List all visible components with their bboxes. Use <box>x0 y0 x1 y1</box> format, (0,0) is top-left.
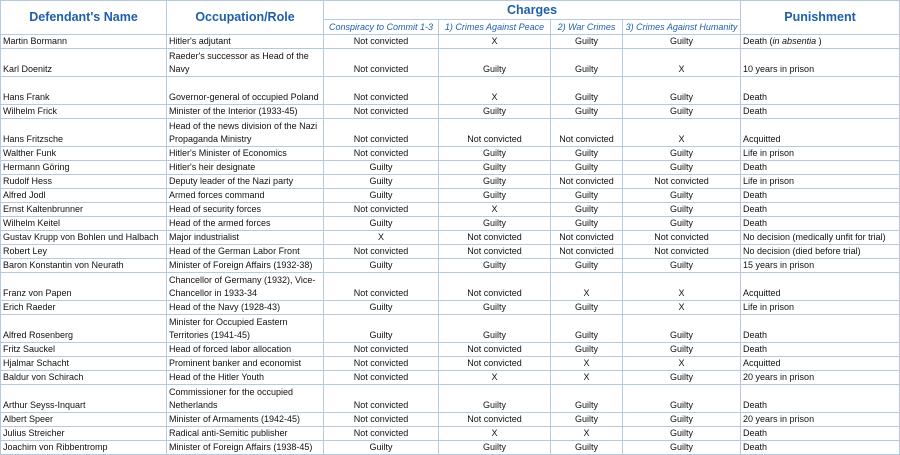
punishment-cell <box>741 385 900 413</box>
punishment-cell <box>741 371 900 385</box>
defendant-name-cell: Franz von Papen <box>1 273 167 301</box>
table-row <box>1 77 900 105</box>
crimes-against-peace-cell: Not convicted <box>439 413 551 427</box>
war-crimes-cell: Guilty <box>551 147 623 161</box>
crimes-against-humanity-cell: Guilty <box>623 35 741 49</box>
conspiracy-cell: Guilty <box>324 161 439 175</box>
table-row <box>1 175 900 189</box>
table-row <box>1 119 900 147</box>
punishment-text: Death <box>743 344 768 354</box>
defendant-name-cell: Joachim von Ribbentromp <box>1 441 167 455</box>
table-row <box>1 427 900 441</box>
crimes-against-peace-cell: Not convicted <box>439 343 551 357</box>
crimes-against-peace-cell: Guilty <box>439 385 551 413</box>
table-row <box>1 273 900 301</box>
punishment-cell <box>741 49 900 77</box>
table-row <box>1 161 900 175</box>
defendant-name-cell: Julius Streicher <box>1 427 167 441</box>
defendant-name-cell: Baldur von Schirach <box>1 371 167 385</box>
table-row <box>1 385 900 413</box>
punishment-cell <box>741 35 900 49</box>
crimes-against-humanity-cell: Guilty <box>623 441 741 455</box>
war-crimes-cell: Not convicted <box>551 175 623 189</box>
punishment-text: Death <box>743 218 768 228</box>
table-row <box>1 357 900 371</box>
role-cell: Commissioner for the occupied Netherlands <box>167 385 324 413</box>
role-cell: Head of the armed forces <box>167 217 324 231</box>
crimes-against-humanity-cell: Guilty <box>623 105 741 119</box>
conspiracy-cell: Not convicted <box>324 273 439 301</box>
punishment-text: Life in prison <box>743 176 795 186</box>
header-row <box>1 1 900 20</box>
role-cell: Head of the Hitler Youth <box>167 371 324 385</box>
role-cell: Head of the German Labor Front <box>167 245 324 259</box>
crimes-against-humanity-cell: Guilty <box>623 413 741 427</box>
role-cell: Hitler's heir designate <box>167 161 324 175</box>
conspiracy-cell: Guilty <box>324 259 439 273</box>
punishment-cell <box>741 245 900 259</box>
table-row <box>1 203 900 217</box>
war-crimes-cell: Guilty <box>551 385 623 413</box>
role-cell: Head of the Navy (1928-43) <box>167 301 324 315</box>
defendant-name-cell: Baron Konstantin von Neurath <box>1 259 167 273</box>
punishment-text: 10 years in prison <box>743 64 815 74</box>
punishment-cell <box>741 189 900 203</box>
defendant-name-cell: Hans Frank <box>1 77 167 105</box>
conspiracy-cell: Not convicted <box>324 119 439 147</box>
defendant-name-cell: Erich Raeder <box>1 301 167 315</box>
role-cell: Governor-general of occupied Poland <box>167 77 324 105</box>
role-cell: Hitler's Minister of Economics <box>167 147 324 161</box>
crimes-against-humanity-cell: Guilty <box>623 203 741 217</box>
defendant-name-cell: Wilhelm Keitel <box>1 217 167 231</box>
role-cell: Head of the news division of the Nazi Propaganda Ministry <box>167 119 324 147</box>
war-crimes-cell: X <box>551 273 623 301</box>
conspiracy-cell: Not convicted <box>324 427 439 441</box>
role-cell: Minister of Foreign Affairs (1932-38) <box>167 259 324 273</box>
crimes-against-peace-cell: Not convicted <box>439 357 551 371</box>
crimes-against-humanity-cell: Guilty <box>623 77 741 105</box>
punishment-text: 20 years in prison <box>743 372 815 382</box>
crimes-against-humanity-cell: Not convicted <box>623 245 741 259</box>
crimes-against-peace-cell: Guilty <box>439 147 551 161</box>
header-role: Occupation/Role <box>167 1 324 35</box>
punishment-text: Death <box>743 330 768 340</box>
crimes-against-humanity-cell: Guilty <box>623 343 741 357</box>
conspiracy-cell: Not convicted <box>324 385 439 413</box>
crimes-against-humanity-cell: Guilty <box>623 427 741 441</box>
role-cell: Head of forced labor allocation <box>167 343 324 357</box>
table-row <box>1 371 900 385</box>
crimes-against-peace-cell: Guilty <box>439 105 551 119</box>
conspiracy-cell: Guilty <box>324 217 439 231</box>
punishment-text: Acquitted <box>743 134 781 144</box>
role-cell: Radical anti-Semitic publisher <box>167 427 324 441</box>
conspiracy-cell: Not convicted <box>324 357 439 371</box>
conspiracy-cell: Not convicted <box>324 49 439 77</box>
table-row <box>1 147 900 161</box>
crimes-against-peace-cell: X <box>439 371 551 385</box>
war-crimes-cell: X <box>551 371 623 385</box>
role-cell: Hitler's adjutant <box>167 35 324 49</box>
header-name: Defendant's Name <box>1 1 167 35</box>
punishment-text: Death <box>743 204 768 214</box>
crimes-against-humanity-cell: X <box>623 357 741 371</box>
punishment-cell <box>741 119 900 147</box>
crimes-against-peace-cell: Not convicted <box>439 245 551 259</box>
defendant-name-cell: Wilhelm Frick <box>1 105 167 119</box>
punishment-text: Life in prison <box>743 148 795 158</box>
punishment-text: Death <box>743 92 768 102</box>
punishment-cell <box>741 77 900 105</box>
crimes-against-humanity-cell: Guilty <box>623 385 741 413</box>
punishment-text: Death <box>743 442 768 452</box>
crimes-against-humanity-cell: Not convicted <box>623 231 741 245</box>
header-crimes-against-peace: 1) Crimes Against Peace <box>439 20 551 35</box>
punishment-cell <box>741 259 900 273</box>
defendant-name-cell: Robert Ley <box>1 245 167 259</box>
conspiracy-cell: Not convicted <box>324 371 439 385</box>
punishment-cell <box>741 343 900 357</box>
crimes-against-peace-cell: Guilty <box>439 49 551 77</box>
table-row <box>1 441 900 455</box>
role-cell: Minister for Occupied Eastern Territories (1941-45) <box>167 315 324 343</box>
table-row <box>1 231 900 245</box>
crimes-against-humanity-cell: Guilty <box>623 315 741 343</box>
punishment-text: No decision (medically unfit for trial) <box>743 232 886 242</box>
table-row <box>1 217 900 231</box>
conspiracy-cell: Guilty <box>324 315 439 343</box>
conspiracy-cell: Not convicted <box>324 35 439 49</box>
header-conspiracy: Conspiracy to Commit 1-3 <box>324 20 439 35</box>
role-cell: Raeder's successor as Head of the Navy <box>167 49 324 77</box>
crimes-against-humanity-cell: X <box>623 119 741 147</box>
punishment-text: 15 years in prison <box>743 260 815 270</box>
crimes-against-peace-cell: Guilty <box>439 175 551 189</box>
defendant-name-cell: Hermann Göring <box>1 161 167 175</box>
crimes-against-humanity-cell: Guilty <box>623 161 741 175</box>
war-crimes-cell: Guilty <box>551 189 623 203</box>
crimes-against-peace-cell: Guilty <box>439 315 551 343</box>
punishment-cell <box>741 203 900 217</box>
crimes-against-humanity-cell: Guilty <box>623 259 741 273</box>
war-crimes-cell: Guilty <box>551 343 623 357</box>
war-crimes-cell: Guilty <box>551 203 623 217</box>
conspiracy-cell: Not convicted <box>324 203 439 217</box>
conspiracy-cell: Guilty <box>324 301 439 315</box>
war-crimes-cell: Guilty <box>551 315 623 343</box>
war-crimes-cell: Guilty <box>551 217 623 231</box>
crimes-against-peace-cell: Guilty <box>439 259 551 273</box>
crimes-against-peace-cell: Guilty <box>439 217 551 231</box>
crimes-against-peace-cell: Guilty <box>439 441 551 455</box>
punishment-text: Death <box>743 106 768 116</box>
table-body <box>1 35 900 455</box>
crimes-against-peace-cell: X <box>439 35 551 49</box>
punishment-cell <box>741 105 900 119</box>
defendant-name-cell: Alfred Rosenberg <box>1 315 167 343</box>
defendant-name-cell: Hjalmar Schacht <box>1 357 167 371</box>
crimes-against-peace-cell: Guilty <box>439 189 551 203</box>
crimes-against-humanity-cell: Guilty <box>623 217 741 231</box>
war-crimes-cell: Guilty <box>551 161 623 175</box>
conspiracy-cell: Not convicted <box>324 245 439 259</box>
crimes-against-peace-cell: X <box>439 77 551 105</box>
punishment-text: Acquitted <box>743 358 781 368</box>
header-punishment: Punishment <box>741 1 900 35</box>
conspiracy-cell: Guilty <box>324 175 439 189</box>
war-crimes-cell: Not convicted <box>551 231 623 245</box>
defendant-name-cell: Rudolf Hess <box>1 175 167 189</box>
role-cell: Head of security forces <box>167 203 324 217</box>
crimes-against-humanity-cell: X <box>623 273 741 301</box>
defendant-name-cell: Alfred Jodl <box>1 189 167 203</box>
crimes-against-peace-cell: X <box>439 427 551 441</box>
conspiracy-cell: Not convicted <box>324 147 439 161</box>
punishment-text: Life in prison <box>743 302 795 312</box>
table-row <box>1 189 900 203</box>
role-cell: Minister of the Interior (1933-45) <box>167 105 324 119</box>
defendant-name-cell: Albert Speer <box>1 413 167 427</box>
header-war-crimes: 2) War Crimes <box>551 20 623 35</box>
role-cell: Armed forces command <box>167 189 324 203</box>
role-cell: Chancellor of Germany (1932), Vice-Chancellor in 1933-34 <box>167 273 324 301</box>
conspiracy-cell: Not convicted <box>324 343 439 357</box>
crimes-against-humanity-cell: Guilty <box>623 189 741 203</box>
header-crimes-against-humanity: 3) Crimes Against Humanity <box>623 20 741 35</box>
crimes-against-peace-cell: Not convicted <box>439 119 551 147</box>
conspiracy-cell: Guilty <box>324 441 439 455</box>
punishment-cell <box>741 175 900 189</box>
punishment-text: Death <box>743 162 768 172</box>
role-cell: Deputy leader of the Nazi party <box>167 175 324 189</box>
punishment-text: Death <box>743 400 768 410</box>
punishment-cell <box>741 427 900 441</box>
war-crimes-cell: Guilty <box>551 49 623 77</box>
punishment-cell <box>741 441 900 455</box>
table-row <box>1 413 900 427</box>
table-row <box>1 105 900 119</box>
crimes-against-peace-cell: Guilty <box>439 301 551 315</box>
punishment-text: No decision (died before trial) <box>743 246 861 256</box>
punishment-text: Death <box>743 190 768 200</box>
defendant-name-cell: Karl Doenitz <box>1 49 167 77</box>
crimes-against-humanity-cell: X <box>623 49 741 77</box>
punishment-cell <box>741 161 900 175</box>
crimes-against-humanity-cell: Guilty <box>623 147 741 161</box>
war-crimes-cell: X <box>551 357 623 371</box>
war-crimes-cell: Guilty <box>551 105 623 119</box>
defendant-name-cell: Arthur Seyss-Inquart <box>1 385 167 413</box>
table-row <box>1 35 900 49</box>
role-cell: Minister of Foreign Affairs (1938-45) <box>167 441 324 455</box>
crimes-against-peace-cell: X <box>439 203 551 217</box>
defendant-name-cell: Fritz Sauckel <box>1 343 167 357</box>
defendant-name-cell: Hans Fritzsche <box>1 119 167 147</box>
defendant-name-cell: Walther Funk <box>1 147 167 161</box>
punishment-cell <box>741 301 900 315</box>
role-cell: Major industrialist <box>167 231 324 245</box>
crimes-against-humanity-cell: X <box>623 301 741 315</box>
table-row <box>1 343 900 357</box>
punishment-note: in absentia <box>772 36 817 46</box>
punishment-cell <box>741 413 900 427</box>
war-crimes-cell: Guilty <box>551 301 623 315</box>
conspiracy-cell: Guilty <box>324 189 439 203</box>
punishment-cell <box>741 217 900 231</box>
punishment-cell <box>741 273 900 301</box>
conspiracy-cell: Not convicted <box>324 77 439 105</box>
punishment-text: Death ( <box>743 36 773 46</box>
war-crimes-cell: Guilty <box>551 413 623 427</box>
conspiracy-cell: Not convicted <box>324 105 439 119</box>
punishment-cell <box>741 147 900 161</box>
war-crimes-cell: Guilty <box>551 441 623 455</box>
header-charges: Charges <box>324 1 741 20</box>
table-row <box>1 301 900 315</box>
table-row <box>1 315 900 343</box>
crimes-against-peace-cell: Guilty <box>439 161 551 175</box>
table-row <box>1 245 900 259</box>
crimes-against-peace-cell: Not convicted <box>439 273 551 301</box>
punishment-text: Death <box>743 428 768 438</box>
crimes-against-humanity-cell: Guilty <box>623 371 741 385</box>
punishment-text: Acquitted <box>743 288 781 298</box>
war-crimes-cell: Not convicted <box>551 245 623 259</box>
war-crimes-cell: Guilty <box>551 259 623 273</box>
conspiracy-cell: Not convicted <box>324 413 439 427</box>
punishment-cell <box>741 231 900 245</box>
table-row <box>1 49 900 77</box>
defendant-name-cell: Martin Bormann <box>1 35 167 49</box>
punishment-text-end: ) <box>816 36 822 46</box>
defendant-name-cell: Ernst Kaltenbrunner <box>1 203 167 217</box>
punishment-cell <box>741 357 900 371</box>
table-row <box>1 259 900 273</box>
war-crimes-cell: Guilty <box>551 77 623 105</box>
punishment-cell <box>741 315 900 343</box>
defendant-name-cell: Gustav Krupp von Bohlen und Halbach <box>1 231 167 245</box>
war-crimes-cell: Not convicted <box>551 119 623 147</box>
crimes-against-peace-cell: Not convicted <box>439 231 551 245</box>
war-crimes-cell: Guilty <box>551 35 623 49</box>
crimes-against-humanity-cell: Not convicted <box>623 175 741 189</box>
punishment-text: 20 years in prison <box>743 414 815 424</box>
conspiracy-cell: X <box>324 231 439 245</box>
role-cell: Prominent banker and economist <box>167 357 324 371</box>
role-cell: Minister of Armaments (1942-45) <box>167 413 324 427</box>
war-crimes-cell: X <box>551 427 623 441</box>
